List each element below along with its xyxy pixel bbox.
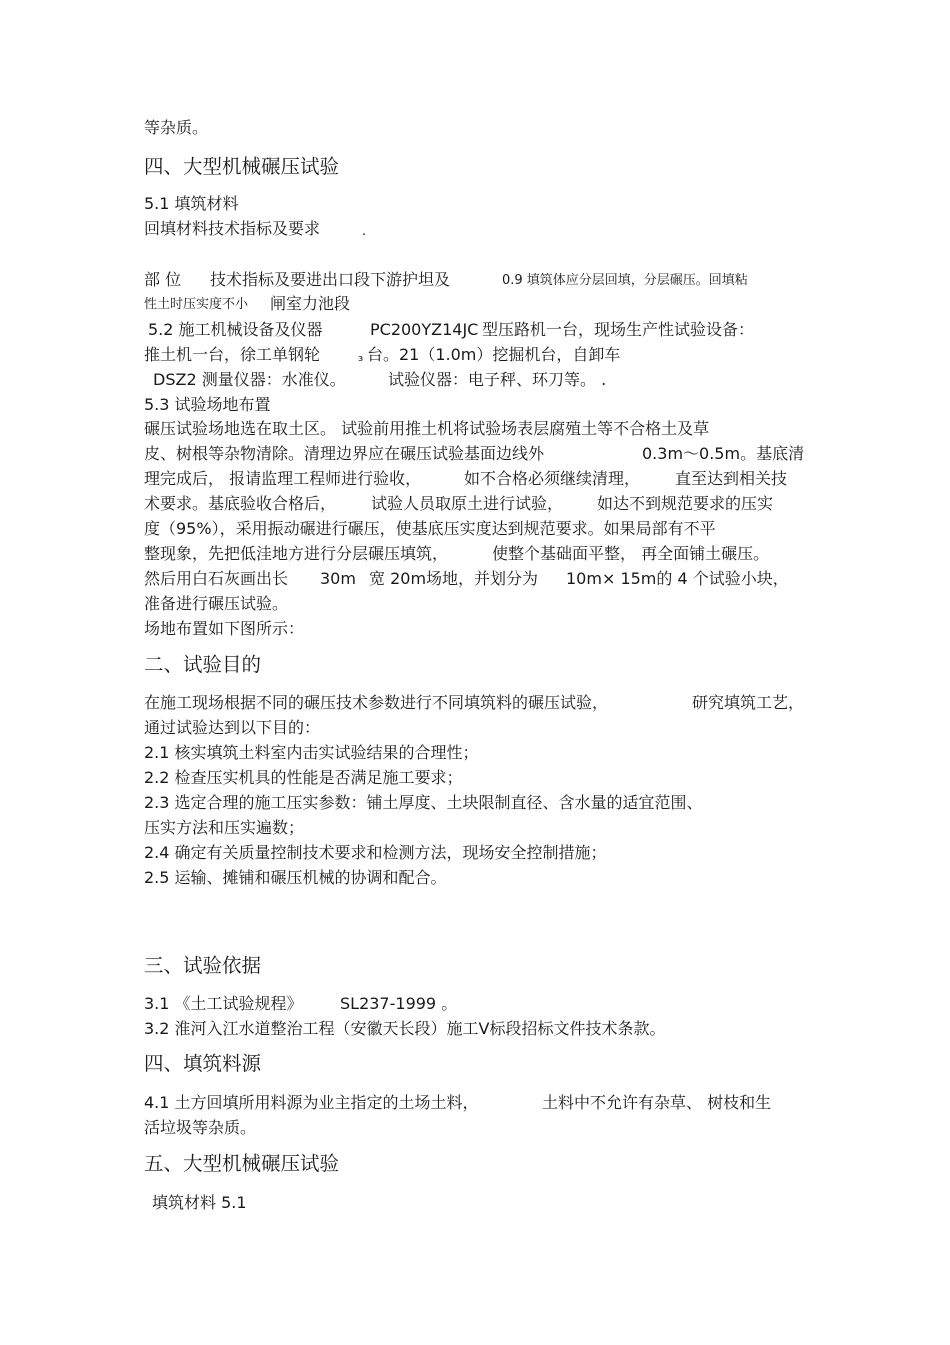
list-item-continued: 活垃圾等杂质。 [144,1118,257,1137]
list-item: 4.1 土方回填所用料源为业主指定的土场土料， [144,1093,479,1112]
paragraph-line: 准备进行碾压试验。 [144,594,289,613]
paragraph-line: 在施工现场根据不同的碾压技术参数进行不同填筑料的碾压试验， [144,693,609,712]
subsection-5-1-title-repeat: 填筑材料 5.1 [152,1193,247,1212]
section-heading-4a: 四、大型机械碾压试验 [144,155,340,178]
list-item-continued: 压实方法和压实遍数； [144,818,305,837]
list-item: 2.3 选定合理的施工压实参数：铺土厚度、土块限制直径、含水量的适宜范围、 [144,793,703,812]
model-number: PC200YZ14JC [370,320,479,339]
subsection-5-2-title: 5.2 施工机械设备及仪器 [148,320,323,339]
paragraph-line-value: 30m [320,569,356,588]
paragraph-line: 理完成后， 报请监理工程师进行验收， [144,469,422,488]
paragraph-line: 度（95%），采用振动碾进行碾压，使基底压实度达到规范要求。如果局部有不平 [144,519,716,538]
paragraph-line: 试验人员取原土进行试验， [371,494,564,513]
subscript-mark: ₃ [358,350,364,365]
equipment-line-2b: 台。21（1.0m）挖掘机台，自卸车 [367,345,621,364]
equipment-line-3b: 试验仪器：电子秤、环刀等。 . [388,370,607,389]
paragraph-line: 然后用白石灰画出长 [144,569,289,588]
paragraph-line: 碾压试验场地选在取土区。 试验前用推土机将试验场表层腐殖土等不合格土及草 [144,419,710,438]
paragraph-fragment: 等杂质。 [144,118,209,137]
paragraph-line: 直至达到相关技 [675,469,788,488]
paragraph-line: 整现象，先把低洼地方进行分层碾压填筑， [144,544,449,563]
stray-dot: . [362,224,367,239]
subsection-5-2-text: 型压路机一台，现场生产性试验设备： [482,320,755,339]
paragraph-line: 10m× 15m的 4 个试验小块， [566,569,789,588]
subsection-5-1-subtitle: 回填材料技术指标及要求 [144,219,321,238]
table-cell-part: 部 位 [144,270,182,289]
list-item: 2.5 运输、摊铺和碾压机械的协调和配合。 [144,868,447,887]
list-item: 2.2 检查压实机具的性能是否满足施工要求； [144,768,463,787]
section-heading-4b: 四、填筑料源 [144,1052,262,1075]
list-item: 3.2 淮河入江水道整治工程（安徽天长段）施工Ⅴ标段招标文件技术条款。 [144,1019,666,1038]
section-heading-5: 五、大型机械碾压试验 [144,1152,340,1175]
equipment-line-3: DSZ2 测量仪器：水准仪。 [153,370,346,389]
list-item: 土料中不允许有杂草、 树枝和生 [542,1093,772,1112]
paragraph-line: 皮、树根等杂物清除。清理边界应在碾压试验基面边线外 [144,444,545,463]
section-heading-2: 二、试验目的 [144,653,262,676]
subsection-5-1-title: 5.1 填筑材料 [144,194,239,213]
paragraph-line: 宽 20m场地，并划分为 [369,569,539,588]
table-cell-note: 性土时压实度不小 [144,297,249,312]
section-heading-3: 三、试验依据 [144,954,262,977]
table-cell-spec: 技术指标及要进出口段下游护坦及 [210,270,451,289]
list-item: 2.4 确定有关质量控制技术要求和检测方法，现场安全控制措施； [144,843,607,862]
paragraph-line: 如达不到规范要求的压实 [597,494,774,513]
list-item: 2.1 核实填筑土料室内击实试验结果的合理性； [144,743,479,762]
paragraph-line: 术要求。基底验收合格后， [144,494,337,513]
equipment-line-2: 推土机一台，徐工单钢轮 [144,345,321,364]
paragraph-line: 研究填筑工艺， [692,693,805,712]
list-item-code: SL237-1999 。 [340,994,458,1013]
paragraph-line-value: 0.3m～0.5m。基底清 [642,444,805,463]
list-item: 3.1 《土工试验规程》 [144,994,303,1013]
subsection-5-3-title: 5.3 试验场地布置 [144,395,271,414]
paragraph-line: 如不合格必须继续清理， [464,469,641,488]
paragraph-line: 使整个基础面平整， 再全面铺土碾压。 [492,544,770,563]
table-cell-location: 闸室力池段 [270,294,351,313]
paragraph-line: 通过试验达到以下目的： [144,718,321,737]
paragraph-line: 场地布置如下图所示： [144,619,305,638]
table-cell-value: 0.9 填筑体应分层回填，分层碾压。回填粘 [502,273,748,288]
